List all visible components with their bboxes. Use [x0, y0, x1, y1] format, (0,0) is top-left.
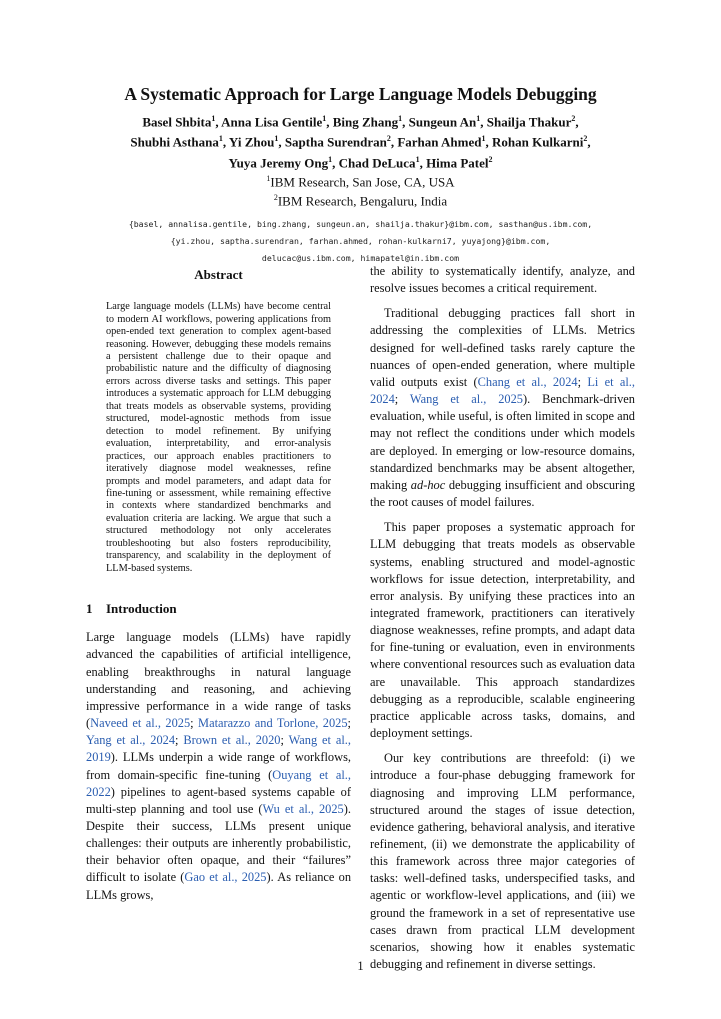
- author-affiliation-mark: 1: [211, 114, 216, 123]
- author-affiliation-mark: 1: [218, 134, 223, 144]
- intro-paragraph-3: This paper proposes a systematic approach for LLM debugging that treats models as observable systems, enabling structured and model-agnostic workflows for issue detection, interpretability, and error analysis. By unifying these practices into an integrated framework, practitioners can iteratively diagnose weaknesses, refine prompts, and adapt data for fine-tuning or evaluation, even in environments where conventional resources such as evaluation data are unavailable. This approach standardizes debugging as a reproducible, scalable engineering practice applicable across tasks, domains, and deployment settings.: [370, 520, 635, 741]
- section-title: Introduction: [106, 601, 177, 617]
- affiliation-mark: 2: [273, 193, 278, 203]
- left-column: [86, 263, 351, 904]
- section-heading-introduction: [86, 600, 351, 617]
- author-name: Hima Patel: [426, 154, 489, 170]
- author-affiliation-mark: 1: [322, 114, 327, 123]
- author-affiliation-mark: 1: [398, 114, 403, 123]
- affiliation-text: IBM Research, Bengaluru, India: [277, 193, 448, 209]
- author-line: Shubhi Asthana$^1$, Yi Zhou$^1$, Saptha Surendran$^2$, Farhan Ahmed$^1$, Rohan Kulkarni$^2$,: [130, 134, 591, 150]
- citation-link[interactable]: Naveed et al., 2025: [90, 716, 191, 731]
- citation-link[interactable]: Wang et al., 2025: [409, 392, 523, 407]
- affiliation-text: IBM Research, San Jose, CA, USA: [270, 174, 455, 190]
- email-line: {yi.zhou, saptha.surendran, farhan.ahmed, rohan-kulkarni7, yuyajong}@ibm.com,: [170, 235, 551, 246]
- paper-header: [80, 84, 641, 267]
- author-name: Bing Zhang: [332, 114, 399, 130]
- affiliation-mark: 1: [266, 173, 271, 183]
- author-name: Yuya Jeremy Ong: [228, 154, 329, 170]
- emphasis: ad-hoc: [410, 477, 446, 492]
- citation-link[interactable]: Chang et al., 2024: [477, 374, 578, 389]
- intro-paragraph-2: Traditional debugging practices fall short in addressing the complexities of LLMs. Metrics designed for well-defined tasks rarely capture the nuances of open-ended generation, where multiple valid outputs exist (Chang et al., 2024; Li et al., 2024; Wang et al., 2025). Benchmark-driven evaluation, while useful, is often limited in scope and may not reflect the conditions under which models are deployed. In emerging or low-resource domains, standardized benchmarks may be absent altogether, making ad-hoc debugging insufficient and obscuring the root causes of model failures.: [370, 306, 635, 510]
- author-name: Shubhi Asthana: [130, 134, 219, 150]
- author-name: Chad DeLuca: [338, 154, 416, 170]
- author-affiliation-mark: 1: [476, 114, 481, 123]
- paper-title: A Systematic Approach for Large Language Models Debugging: [124, 84, 597, 104]
- author-line: Yuya Jeremy Ong$^1$, Chad DeLuca$^1$, Hima Patel$^2$: [228, 154, 493, 170]
- page-number: 1: [357, 959, 364, 973]
- author-name: Shailja Thakur: [486, 114, 572, 130]
- abstract-body: Large language models (LLMs) have become central to modern AI workflows, powering applications from open-ended text generation to complex agent-based reasoning. However, debugging these models remains a persistent challenge due to their opaque and probabilistic nature and the difficulty of diagnosing errors across diverse tasks and settings. This paper introduces a systematic approach for LLM debugging that treats models as observable systems, providing structured, model-agnostic methods from issue detection to model refinement. By unifying evaluation, interpretability, and error-analysis practices, our approach enables practitioners to iteratively diagnose model weaknesses, refine prompts and model parameters, and adapt data for fine-tuning or assessment, while remaining effective in contexts where standardized benchmarks and evaluation criteria are lacking. We argue that such a structured methodology not only accelerates troubleshooting but also fosters reproducibility, transparency, and scalability in the deployment of LLM-based systems.: [106, 301, 331, 574]
- author-name: Sungeun An: [408, 114, 477, 130]
- author-affiliation-mark: 1: [274, 134, 279, 144]
- author-line: Basel Shbita$^1$, Anna Lisa Gentile$^1$, Bing Zhang$^1$, Sungeun An$^1$, Shailja Thakur$^2$,: [142, 114, 579, 130]
- intro-paragraph-1-continued: the ability to systematically identify, analyze, and resolve issues becomes a critical requirement.: [370, 264, 635, 296]
- intro-paragraph-4: Our key contributions are threefold: (i) we introduce a four-phase debugging framework for diagnosing and improving LLM performance, structured around the stages of issue detection, evidence gathering, behavioral analysis, and iterative refinement, (ii) we demonstrate the applicability of this framework across three major categories of tasks: well-defined tasks, underspecified tasks, and agentic or workflow-level applications, and (iii) we ground the framework in a set of representative use cases drawn from practical LLM development scenarios, showing how it enables systematic debugging and refinement in diverse settings.: [370, 751, 635, 972]
- intro-paragraph-1: Large language models (LLMs) have rapidly advanced the capabilities of artificial intelligence, enabling breakthroughs in natural language understanding and reasoning, and achieving impressive performance in a wide range of tasks (Naveed et al., 2025; Matarazzo and Torlone, 2025; Yang et al., 2024; Brown et al., 2020; Wang et al., 2019). LLMs underpin a wide range of workflows, from domain-specific fine-tuning (Ouyang et al., 2022) pipelines to agent-based systems capable of multi-step planning and tool use (Wu et al., 2025). Despite their success, LLMs present unique challenges: their outputs are inherently probabilistic, their behavior often opaque, and their “failures” difficult to isolate (Gao et al., 2025). As reliance on LLMs grows,: [86, 630, 352, 902]
- affiliation: [80, 171, 641, 190]
- author-name: Basel Shbita: [142, 114, 212, 130]
- author-affiliation-mark: 1: [328, 154, 333, 164]
- citation-link[interactable]: Wu et al., 2025: [262, 801, 344, 816]
- author-name: Rohan Kulkarni: [491, 134, 584, 150]
- author-list: [80, 110, 641, 171]
- citation-link[interactable]: Ouyang et al., 2022: [86, 767, 351, 799]
- citation-link[interactable]: Matarazzo and Torlone, 2025: [198, 716, 348, 731]
- author-affiliation-mark: 2: [386, 134, 391, 144]
- email-line: delucac@us.ibm.com, himapatel@in.ibm.com: [261, 252, 460, 263]
- author-affiliation-mark: 2: [583, 134, 588, 144]
- right-column: [370, 263, 635, 973]
- author-name: Farhan Ahmed: [397, 134, 482, 150]
- author-name: Saptha Surendran: [284, 134, 387, 150]
- citation-link[interactable]: Gao et al., 2025: [184, 870, 267, 885]
- author-name: Anna Lisa Gentile: [221, 114, 323, 130]
- citation-link[interactable]: Yang et al., 2024: [86, 733, 176, 748]
- affiliation: [80, 190, 641, 209]
- email-list: [80, 216, 641, 267]
- arxiv-watermark: [0, 0, 56, 1019]
- author-affiliation-mark: 2: [488, 154, 493, 164]
- section-number: 1: [86, 601, 93, 617]
- citation-link[interactable]: Brown et al., 2020: [183, 733, 281, 748]
- affiliation-list: [80, 171, 641, 210]
- email-line: {basel, annalisa.gentile, bing.zhang, sungeun.an, shailja.thakur}@ibm.com, sasthan@us.ibm.com,: [128, 218, 593, 229]
- author-name: Yi Zhou: [228, 134, 275, 150]
- author-affiliation-mark: 2: [571, 114, 576, 123]
- citation-link[interactable]: Wang et al., 2019: [86, 733, 351, 765]
- author-affiliation-mark: 1: [481, 134, 486, 144]
- abstract-heading: Abstract: [194, 267, 243, 282]
- author-affiliation-mark: 1: [415, 154, 420, 164]
- citation-link[interactable]: Li et al., 2024: [370, 374, 635, 407]
